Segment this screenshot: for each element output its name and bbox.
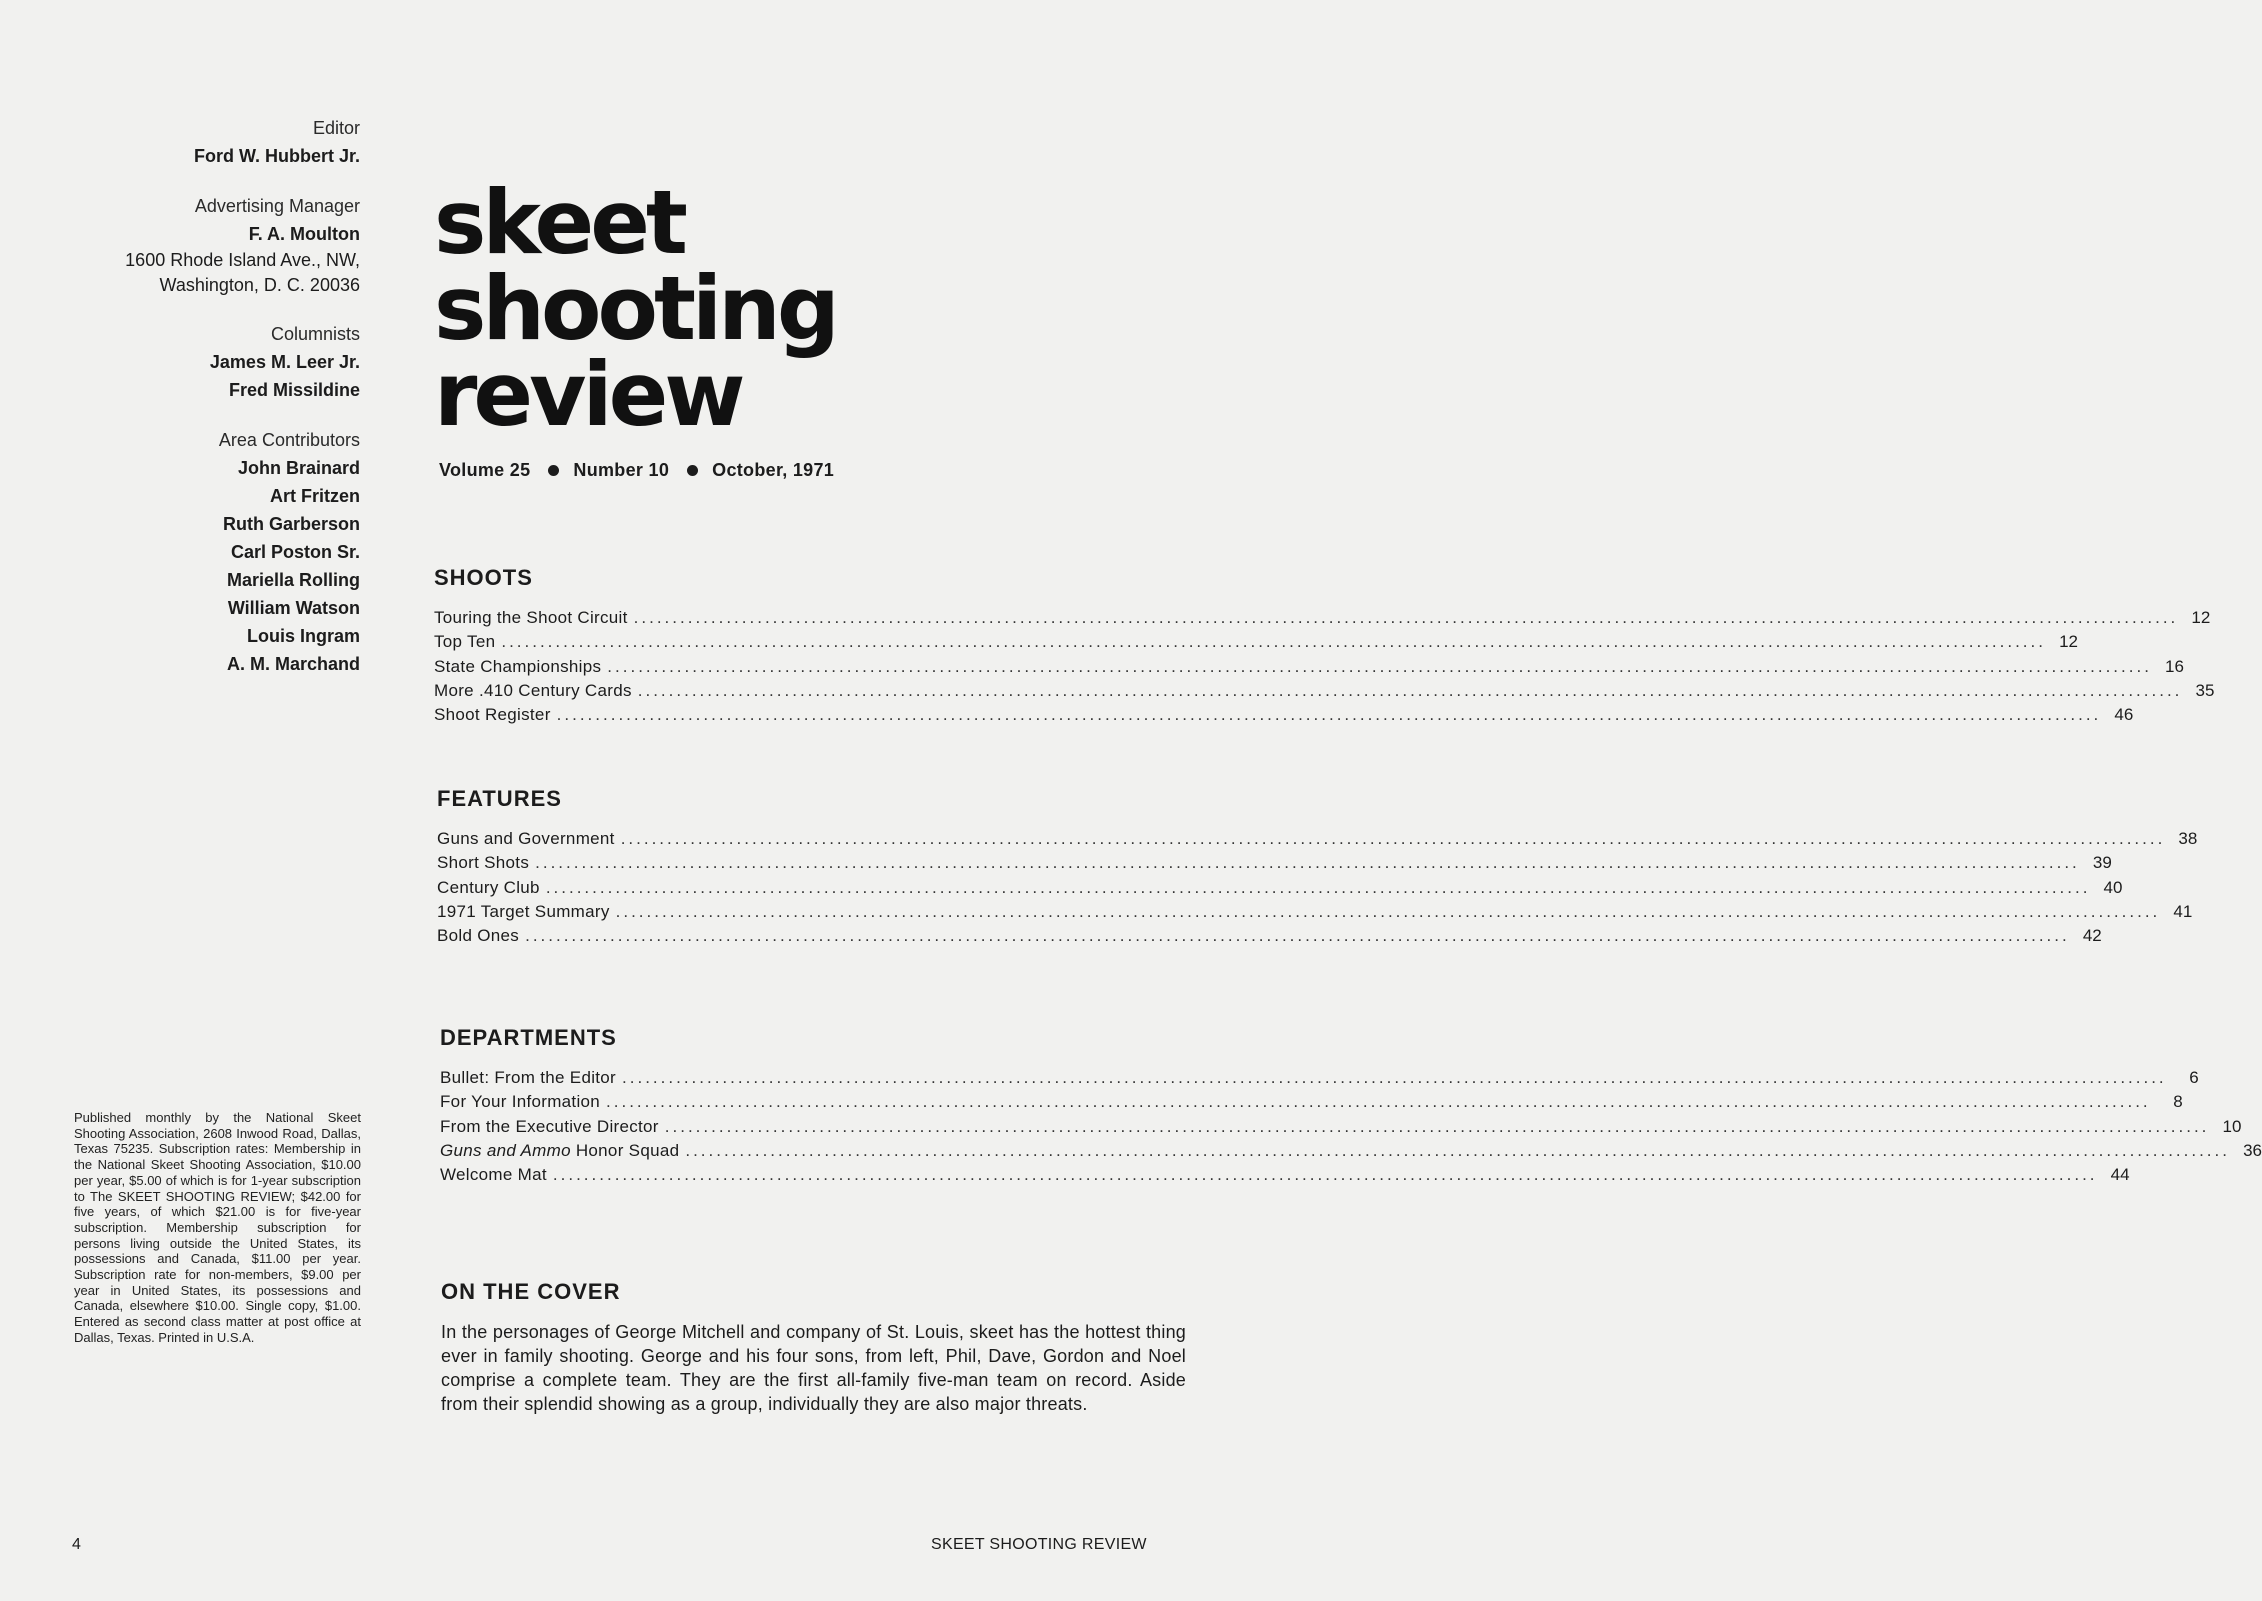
toc-entry-title: Guns and Ammo Honor Squad [440, 1140, 680, 1160]
contributor-name: John Brainard [237, 458, 360, 478]
dot-leader: ........................................................................................................................................................................................................ [622, 1068, 2167, 1087]
dot-leader: ........................................................................................................................................................................................................ [633, 608, 2179, 627]
page-number: 4 [72, 1536, 81, 1553]
dot-leader: ........................................................................................................................................................................................................ [556, 705, 2102, 725]
toc-entry-title: Bold Ones [437, 926, 520, 946]
toc-entry-page: 12 [2191, 608, 2211, 627]
dot-leader: ........................................................................................................................................................................................................ [685, 1140, 2230, 1160]
toc-entry-page: 39 [2092, 853, 2112, 873]
publication-info: Published monthly by the National Skeet Shooting Association, 2608 Inwood Road, Dallas, Texas 75235. Subscription rates: Membership in the National Skeet Shooting Association, $10.00 per year, $5.00 of which is for 1-year subscription to The SKEET SHOOTING REVIEW; $42.00 for five years, of which $21.00 is for five-year subscription. Membership subscription for persons living outside the United States, its possessions and Canada, $11.00 per year. Subscription rate for non-members, $9.00 per year in United States, its possessions and Canada, elsewhere $10.00. Single copy, $1.00. Entered as second class matter at post office at Dallas, Texas. Printed in U.S.A. [74, 1110, 361, 1345]
toc-entry-page: 44 [2110, 1165, 2130, 1185]
toc-entry-title: Century Club [437, 877, 540, 897]
toc-list [437, 827, 2198, 948]
toc-entry-page: 41 [2173, 901, 2193, 921]
toc-entry-page: 16 [2165, 656, 2184, 676]
toc-entry [434, 679, 2215, 703]
toc-entry-page: 35 [2195, 680, 2215, 700]
editor-name: Ford W. Hubbert Jr. [193, 146, 360, 166]
features-section [437, 785, 2198, 948]
contributors-block [40, 426, 360, 678]
toc-entry-title: Welcome Mat [440, 1165, 547, 1185]
toc-list [440, 1066, 2262, 1187]
toc-entry-title: For Your Information [440, 1092, 601, 1112]
advertising-address-line: 1600 Rhode Island Ave., NW, [125, 250, 360, 270]
toc-entry [434, 606, 2211, 630]
toc-entry-page: 40 [2103, 877, 2123, 897]
toc-entry-page: 8 [2173, 1092, 2183, 1112]
toc-entry-title: Bullet: From the Editor [440, 1068, 617, 1087]
magazine-logo [434, 171, 836, 446]
advertising-address-line: Washington, D. C. 20036 [159, 275, 360, 295]
contributor-name: William Watson [227, 598, 360, 618]
toc-entry [437, 851, 2112, 875]
advertising-name: F. A. Moulton [248, 224, 360, 244]
issue-volume: Volume 25 [439, 460, 531, 480]
contributors-role: Area Contributors [218, 430, 360, 450]
toc-entry-page: 38 [2178, 829, 2198, 848]
departments-section [440, 1024, 2262, 1187]
contributor-name: A. M. Marchand [226, 654, 360, 674]
toc-entry-page: 10 [2222, 1116, 2242, 1136]
columnists-block [40, 320, 360, 404]
shoots-section [434, 564, 2215, 727]
toc-list [434, 606, 2215, 727]
masthead [40, 114, 360, 700]
toc-entry [437, 827, 2198, 851]
columnists-role: Columnists [270, 324, 360, 344]
section-title: SHOOTS [434, 565, 533, 590]
toc-entry [440, 1090, 2183, 1114]
section-title: DEPARTMENTS [440, 1025, 617, 1050]
contributor-name: Carl Poston Sr. [230, 542, 360, 562]
issue-number: Number 10 [573, 460, 670, 480]
dot-leader: ........................................................................................................................................................................................................ [552, 1165, 2098, 1185]
toc-entry [434, 655, 2184, 679]
toc-entry-title: Short Shots [437, 853, 530, 873]
cover-description: In the personages of George Mitchell and company of St. Louis, skeet has the hottest thing ever in family shooting. George and his four sons, from left, Phil, Dave, Gordon and Noel comprise a complete team. They are the first all-family five-man team on record. Aside from their splendid showing as a group, individually they are also major threats. [441, 1322, 1186, 1414]
contributor-name: Ruth Garberson [222, 514, 360, 534]
dot-leader: ........................................................................................................................................................................................................ [620, 829, 2166, 848]
toc-entry [440, 1139, 2262, 1163]
dot-leader: ........................................................................................................................................................................................................ [637, 680, 2183, 700]
toc-entry-title: Top Ten [434, 632, 496, 652]
logo-line: shooting [434, 257, 836, 360]
toc-entry [440, 1115, 2242, 1139]
logo-line: review [434, 343, 742, 446]
dot-leader: ........................................................................................................................................................................................................ [615, 901, 2161, 921]
advertising-block [40, 192, 360, 298]
contributor-name: Art Fritzen [270, 486, 360, 506]
toc-entry [440, 1163, 2130, 1187]
editor-role: Editor [312, 118, 360, 138]
toc-entry [440, 1066, 2199, 1090]
toc-entry-page: 42 [2082, 926, 2102, 946]
section-title: FEATURES [437, 786, 562, 811]
toc-entry [434, 703, 2134, 727]
toc-entry-page: 36 [2243, 1140, 2262, 1160]
toc-entry-title: 1971 Target Summary [437, 901, 610, 921]
dot-leader: ........................................................................................................................................................................................................ [501, 632, 2046, 652]
dot-leader: ........................................................................................................................................................................................................ [607, 656, 2152, 676]
contributor-name: Mariella Rolling [226, 570, 360, 590]
running-head: SKEET SHOOTING REVIEW [931, 1536, 1147, 1553]
issue-date: October, 1971 [712, 460, 835, 480]
toc-entry [437, 900, 2193, 924]
dot-leader: ........................................................................................................................................................................................................ [535, 853, 2080, 873]
toc-entry-page: 12 [2059, 632, 2078, 652]
toc-entry-title: From the Executive Director [440, 1116, 659, 1136]
toc-entry-title: More .410 Century Cards [434, 680, 632, 700]
dot-leader: ........................................................................................................................................................................................................ [545, 877, 2091, 897]
cover-section [441, 1278, 1186, 1416]
columnist-name: James M. Leer Jr. [209, 352, 360, 372]
bullet-icon [548, 465, 559, 476]
toc-entry [437, 876, 2123, 900]
toc-entry-title: Shoot Register [434, 705, 551, 725]
toc-entry-title: State Championships [434, 656, 602, 676]
logo-line: skeet [434, 171, 684, 274]
section-title: ON THE COVER [441, 1279, 621, 1304]
editor-block [40, 114, 360, 170]
dot-leader: ........................................................................................................................................................................................................ [664, 1116, 2210, 1136]
dot-leader: ........................................................................................................................................................................................................ [606, 1092, 2151, 1112]
columnist-name: Fred Missildine [228, 380, 360, 400]
toc-entry-page: 6 [2189, 1068, 2199, 1087]
bullet-icon [687, 465, 698, 476]
contributor-name: Louis Ingram [246, 626, 360, 646]
toc-entry-title: Touring the Shoot Circuit [434, 608, 628, 627]
issue-line [439, 460, 834, 481]
dot-leader: ........................................................................................................................................................................................................ [525, 926, 2070, 946]
toc-entry-page: 46 [2114, 705, 2134, 725]
toc-entry [434, 630, 2078, 654]
toc-entry-title: Guns and Government [437, 829, 615, 848]
advertising-role: Advertising Manager [194, 196, 360, 216]
toc-entry [437, 924, 2102, 948]
